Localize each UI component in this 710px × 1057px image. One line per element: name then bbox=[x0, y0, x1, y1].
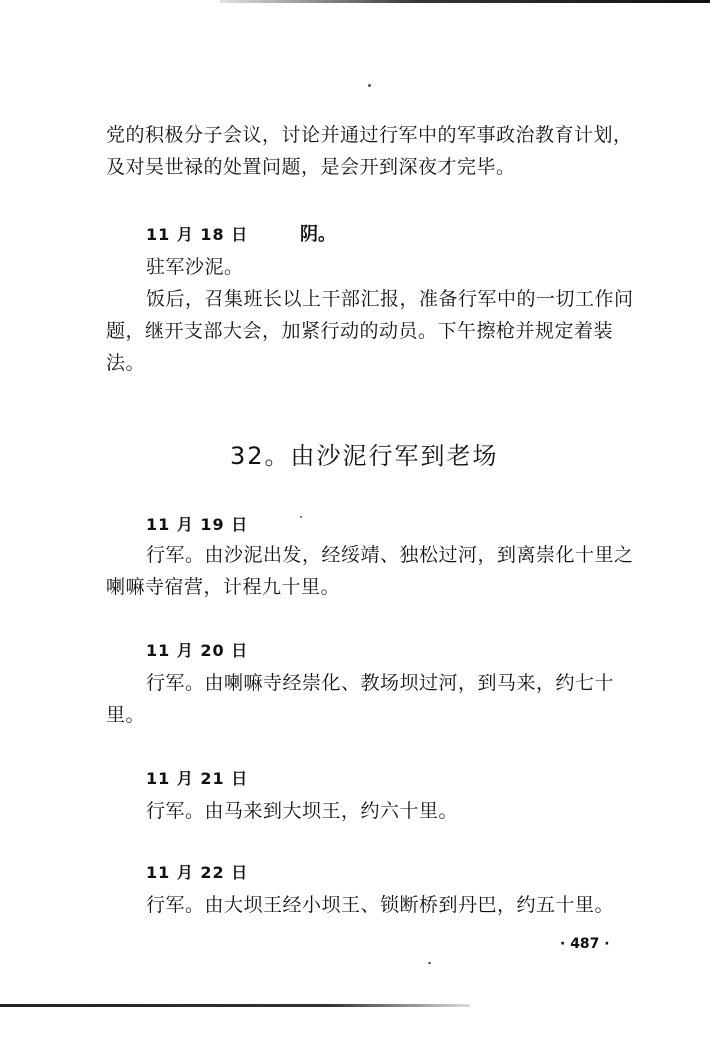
entry-date-nov19: 11 月 19 日 bbox=[146, 515, 249, 534]
intro-line-2: 及对吴世禄的处置问题，是会开到深夜才完毕。 bbox=[106, 156, 516, 178]
intro-line-1: 党的积极分子会议，讨论并通过行军中的军事政治教育计划， bbox=[106, 124, 633, 146]
entry-weather-nov18: 阴。 bbox=[300, 224, 336, 245]
entry-nov19-line-1: 行军。由沙泥出发，经绥靖、独松过河，到离崇化十里之 bbox=[146, 544, 634, 566]
entry-nov22-line-1: 行军。由大坝王经小坝王、锁断桥到丹巴，约五十里。 bbox=[146, 894, 615, 916]
entry-date-nov22: 11 月 22 日 bbox=[146, 863, 249, 882]
entry-nov18-line-4: 法。 bbox=[106, 352, 146, 374]
entry-date-nov18: 11 月 18 日 bbox=[146, 225, 249, 244]
entry-date-nov21: 11 月 21 日 bbox=[146, 769, 249, 788]
entry-nov18-line-1: 驻军沙泥。 bbox=[146, 256, 244, 278]
page-number: · 487 · bbox=[560, 936, 610, 952]
entry-nov20-line-1: 行军。由喇嘛寺经崇化、教场坝过河，到马来，约七十 bbox=[146, 672, 615, 694]
scan-speck bbox=[300, 516, 302, 518]
entry-nov21-line-1: 行军。由马来到大坝王，约六十里。 bbox=[146, 800, 459, 822]
scan-speck bbox=[368, 84, 371, 87]
entry-nov19-line-2: 喇嘛寺宿营，计程九十里。 bbox=[106, 576, 341, 598]
entry-date-nov20: 11 月 20 日 bbox=[146, 641, 249, 660]
entry-nov20-line-2: 里。 bbox=[106, 704, 146, 726]
scan-speck bbox=[428, 962, 431, 964]
scan-edge-top bbox=[220, 0, 710, 3]
entry-nov18-line-3: 题，继开支部大会，加紧行动的动员。下午擦枪并规定着装 bbox=[106, 320, 614, 342]
entry-nov18-line-2: 饭后，召集班长以上干部汇报，准备行军中的一切工作问 bbox=[146, 288, 634, 310]
section-title: 32。由沙泥行军到老场 bbox=[230, 442, 499, 470]
scan-edge-bottom bbox=[0, 1004, 470, 1007]
